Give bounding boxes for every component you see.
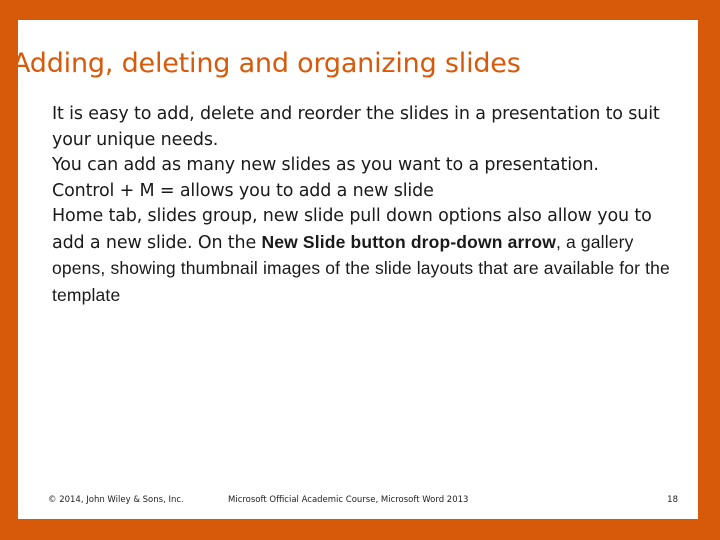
bullet-text: It is easy to add, delete and reorder the slides in a presentation to suit your unique needs. <box>52 104 660 150</box>
slide-title: Adding, deleting and organizing slides <box>12 48 521 79</box>
footer-copyright: © 2014, John Wiley & Sons, Inc. <box>48 495 184 505</box>
bullet-text: Home tab, slides group, new slide pull down options also allow you to add a new slide. On the <box>52 206 652 253</box>
bullet-item <box>12 179 672 205</box>
footer-course: Microsoft Official Academic Course, Microsoft Word 2013 <box>228 495 469 505</box>
footer-page-number: 18 <box>667 495 678 505</box>
bullet-item <box>12 153 672 179</box>
bullet-icon: • <box>12 107 19 121</box>
bullet-list <box>12 102 672 309</box>
bullet-icon: • <box>12 158 19 172</box>
bullet-icon: • <box>12 209 19 223</box>
bullet-icon: • <box>12 183 19 198</box>
bullet-item <box>12 204 672 309</box>
bullet-item <box>12 102 672 153</box>
bullet-text: You can add as many new slides as you want to a presentation. <box>52 155 599 175</box>
bullet-bold-text: New Slide button drop-down arrow <box>261 231 556 252</box>
bullet-text: Control + M = allows you to add a new slide <box>52 180 434 201</box>
bullet-tail-text: , a gallery opens, showing thumbnail images of the slide layouts that are available for the template <box>52 231 670 305</box>
